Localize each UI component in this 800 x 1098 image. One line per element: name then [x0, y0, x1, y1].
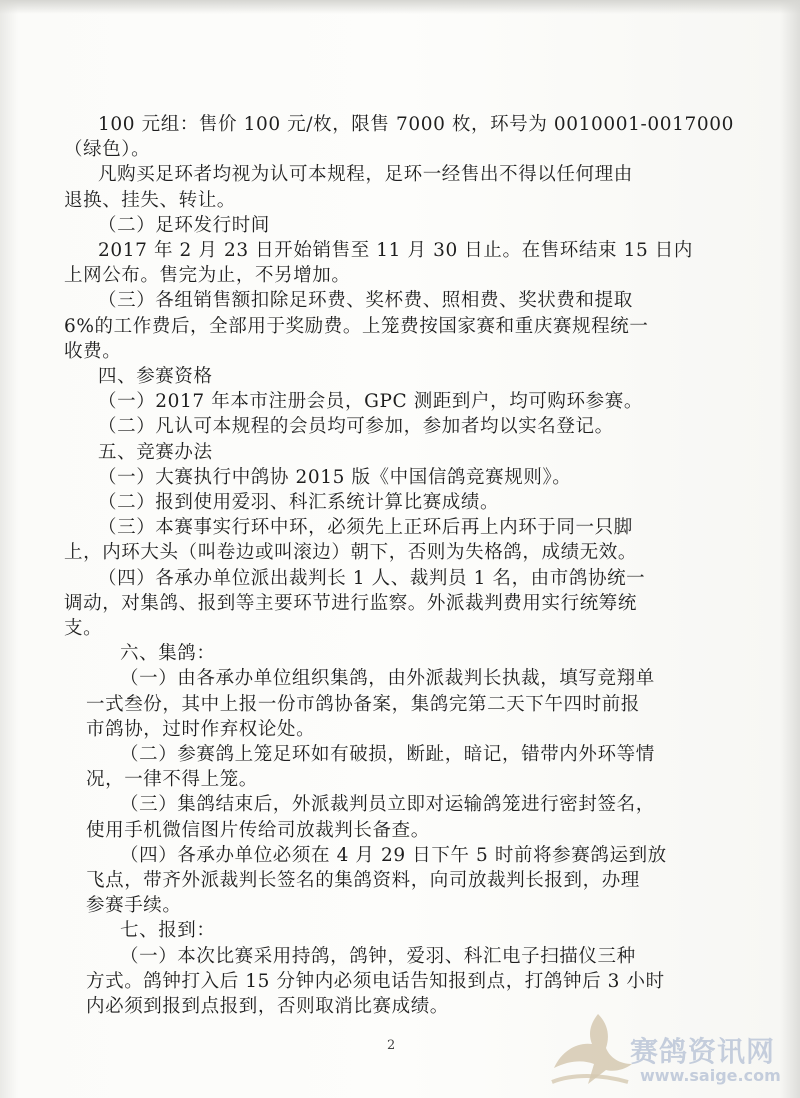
text-line: 2017 年 2 月 23 日开始销售至 11 月 30 日止。在售环结束 15 日内: [98, 240, 694, 261]
text-line: 支。: [64, 618, 103, 639]
text-line: （一）大赛执行中鸽协 2015 版《中国信鸽竞赛规则》。: [98, 466, 572, 488]
text-line: （四）各承办单位派出裁判长 1 人、裁判员 1 名，由市鸽协统一: [98, 567, 646, 589]
text-line: 100 元组：售价 100 元/枚，限售 7000 枚，环号为 0010001-0017000: [98, 114, 734, 135]
text-line: （绿色）。: [64, 139, 151, 161]
text-line: 使用手机微信图片传给司放裁判长备查。: [86, 819, 430, 841]
watermark-url: www.saige.com: [640, 1066, 781, 1085]
text-line: （一）本次比赛采用持鸽，鸽钟，爱羽、科汇电子扫描仪三种: [120, 945, 636, 967]
text-line: （一）2017 年本市注册会员，GPC 测距到户，均可购环参赛。: [98, 391, 643, 413]
text-line: 上网公布。售完为止，不另增加。: [64, 265, 351, 287]
scan-edge-shadow: [0, 0, 800, 14]
text-line: 市鸽协，过时作弃权论处。: [86, 718, 316, 740]
text-line: 收费。: [64, 340, 122, 362]
text-line: 方式。鸽钟打入后 15 分钟内必须电话告知报到点，打鸽钟后 3 小时: [86, 970, 665, 992]
text-line: （三）本赛事实行环中环，必须先上正环后再上内环于同一只脚: [98, 517, 633, 539]
text-line: （二）报到使用爱羽、科汇系统计算比赛成绩。: [98, 492, 500, 513]
watermark-name: 赛鸽资讯网: [630, 1035, 776, 1068]
text-line: （二）参赛鸽上笼足环如有破损，断趾，暗记，错带内外环等情: [120, 744, 655, 765]
text-line: 况，一律不得上笼。: [86, 769, 258, 791]
text-line: （三）集鸽结束后，外派裁判员立即对运输鸽笼进行密封签名，: [120, 794, 655, 816]
watermark: [548, 1010, 793, 1092]
section-heading: 四、参赛资格: [98, 366, 213, 387]
text-line: 七、报到：: [120, 920, 216, 942]
section-heading: 六、集鸽：: [120, 643, 216, 665]
section-heading: 五、竞赛办法: [98, 441, 213, 463]
text-line: 一式叁份，其中上报一份市鸽协备案，集鸽完第二天下午四时前报: [86, 693, 640, 715]
text-line: 上，内环大头（叫卷边或叫滚边）朝下，否则为失格鸽，成绩无效。: [64, 542, 638, 564]
text-line: （二）凡认可本规程的会员均可参加，参加者均以实名登记。: [98, 416, 614, 438]
text-line: 内必须到报到点报到，否则取消比赛成绩。: [86, 996, 449, 1017]
text-line: 6%的工作费后，全部用于奖励费。上笼费按国家赛和重庆赛规程统一: [64, 315, 649, 337]
text-line: 参赛手续。: [86, 895, 182, 917]
text-line: （一）由各承办单位组织集鸽，由外派裁判长执裁，填写竞翔单: [120, 668, 655, 690]
text-line: 调动，对集鸽、报到等主要环节进行监察。外派裁判费用实行统筹统: [64, 592, 638, 614]
text-line: 凡购买足环者均视为认可本规程，足环一经售出不得以任何理由: [98, 164, 633, 186]
section-heading: （二）足环发行时间: [98, 214, 270, 236]
pigeon-logo-icon: [548, 1010, 634, 1092]
text-line: 飞点，带齐外派裁判长签名的集鸽资料，向司放裁判长报到，办理: [86, 870, 640, 891]
text-line: 退换、挂失、转让。: [64, 189, 236, 211]
text-line: （四）各承办单位必须在 4 月 29 日下午 5 时前将参赛鸽运到放: [120, 844, 667, 866]
page-number: 2: [387, 1038, 396, 1053]
text-line: （三）各组销售额扣除足环费、奖杯费、照相费、奖状费和提取: [98, 290, 633, 312]
